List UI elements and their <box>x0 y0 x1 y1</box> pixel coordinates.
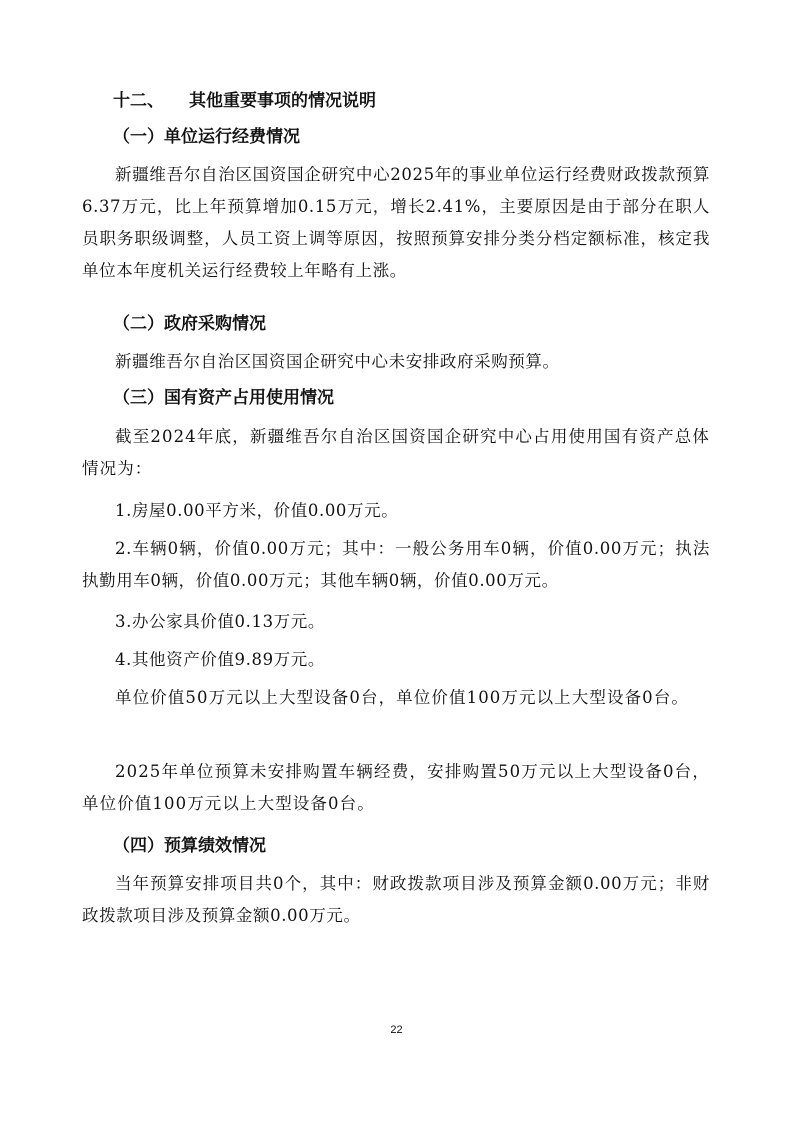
paragraph-assets-purchase-plan: 2025年单位预算未安排购置车辆经费，安排购置50万元以上大型设备0台，单位价值100万元以上大型设备0台。 <box>82 762 710 813</box>
paragraph-operating-expenses: 新疆维吾尔自治区国资国企研究中心2025年的事业单位运行经费财政拨款预算6.37万元，比上年预算增加0.15万元，增长2.41%，主要原因是由于部分在职人员职务职级调整，人员工资上调等原因，按照预算安排分类分档定额标准，核定我单位本年度机关运行经费较上年略有上涨。 <box>82 165 710 280</box>
paragraph-performance: 当年预算安排项目共0个，其中：财政拨款项目涉及预算金额0.00万元；非财政拨款项目涉及预算金额0.00万元。 <box>82 874 710 925</box>
section-title: 其他重要事项的情况说明 <box>189 91 376 111</box>
paragraph-assets-furniture: 3.办公家具价值0.13万元。 <box>115 612 325 631</box>
page-number: 22 <box>390 1024 403 1036</box>
paragraph-assets-housing: 1.房屋0.00平方米，价值0.00万元。 <box>115 501 399 520</box>
section-number: 十二、 <box>113 91 164 111</box>
paragraph-assets-other: 4.其他资产价值9.89万元。 <box>115 650 325 669</box>
section-heading <box>113 88 376 114</box>
paragraph-assets-vehicles: 2.车辆0辆，价值0.00万元；其中：一般公务用车0辆，价值0.00万元；执法执勤用车0辆，价值0.00万元；其他车辆0辆，价值0.00万元。 <box>82 539 710 590</box>
paragraph-assets-equipment: 单位价值50万元以上大型设备0台，单位价值100万元以上大型设备0台。 <box>115 688 689 707</box>
subsection-heading-3: （三）国有资产占用使用情况 <box>113 388 334 408</box>
subsection-heading-2: （二）政府采购情况 <box>113 314 266 334</box>
subsection-heading-4: （四）预算绩效情况 <box>113 836 266 856</box>
paragraph-assets-intro: 截至2024年底，新疆维吾尔自治区国资国企研究中心占用使用国有资产总体情况为： <box>82 427 710 478</box>
paragraph-procurement: 新疆维吾尔自治区国资国企研究中心未安排政府采购预算。 <box>115 352 560 371</box>
subsection-heading-1: （一）单位运行经费情况 <box>113 127 300 147</box>
